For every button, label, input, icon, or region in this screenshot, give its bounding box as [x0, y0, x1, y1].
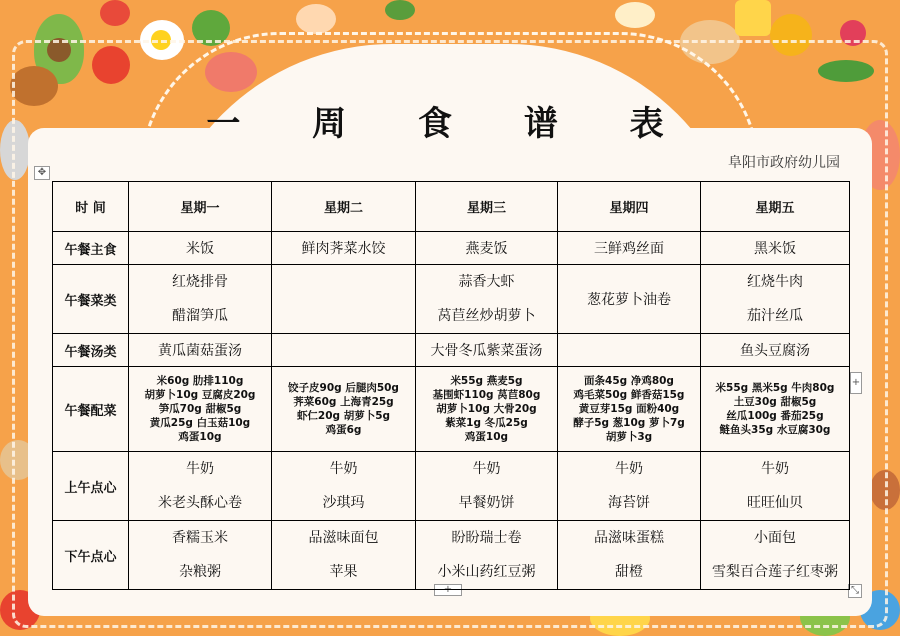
dish-name: 燕麦饭	[465, 241, 508, 257]
menu-cell[interactable]	[416, 232, 558, 265]
dish-name: 鱼头豆腐汤	[740, 343, 810, 359]
table-header-row	[53, 182, 850, 232]
dish-name: 品滋味蛋糕	[594, 530, 664, 546]
dish-name: 香糯玉米	[172, 530, 228, 546]
dish-name: 苹果	[329, 564, 358, 580]
menu-cell[interactable]	[129, 334, 272, 367]
menu-cell[interactable]	[129, 521, 272, 590]
dish-name: 牛奶	[615, 461, 643, 477]
ingredient-line: 鸡蛋10g	[178, 431, 222, 443]
dish-name: 沙琪玛	[322, 495, 365, 511]
row-label[interactable]: 午餐主食	[53, 232, 129, 265]
dish-name: 葱花萝卜油卷	[587, 292, 671, 308]
menu-cell[interactable]	[129, 367, 272, 452]
dish-name: 醋溜笋瓜	[172, 308, 228, 324]
dish-name: 红烧牛肉	[747, 274, 803, 290]
dish-name: 三鲜鸡丝面	[594, 241, 664, 257]
dish-name: 杂粮粥	[179, 564, 221, 580]
dish-name: 大骨冬瓜紫菜蛋汤	[430, 343, 543, 359]
ingredient-line: 胡萝卜10g 大骨20g	[436, 403, 537, 415]
table-row	[53, 367, 850, 452]
header-cell-day[interactable]: 星期一	[129, 182, 272, 232]
menu-cell[interactable]	[701, 367, 850, 452]
add-row-button[interactable]: +	[434, 584, 462, 596]
dish-name: 米饭	[186, 241, 214, 257]
dish-name: 品滋味面包	[308, 530, 379, 546]
ingredient-line: 虾仁20g 胡萝卜5g	[296, 410, 391, 422]
menu-cell[interactable]	[272, 521, 416, 590]
menu-cell[interactable]	[272, 452, 416, 521]
ingredient-line: 饺子皮90g 后腿肉50g	[288, 382, 399, 394]
menu-cell[interactable]	[129, 452, 272, 521]
table-row	[53, 334, 850, 367]
menu-cell[interactable]	[558, 265, 701, 334]
menu-cell[interactable]	[416, 334, 558, 367]
menu-cell[interactable]	[558, 452, 701, 521]
ingredient-line: 鲢鱼头35g 水豆腐30g	[719, 424, 831, 436]
dish-name: 牛奶	[186, 461, 214, 477]
menu-cell[interactable]	[558, 232, 701, 265]
menu-cell[interactable]	[416, 521, 558, 590]
tomato-top-illustration	[100, 0, 130, 26]
menu-cell[interactable]	[272, 334, 416, 367]
ingredient-line: 鸡毛菜50g 鲜香菇15g	[573, 389, 685, 401]
menu-cell[interactable]	[129, 232, 272, 265]
table-resize-handle[interactable]: ⤡	[848, 584, 862, 598]
ingredient-line: 米55g 黑米5g 牛肉80g	[715, 382, 835, 394]
row-label[interactable]: 午餐汤类	[53, 334, 129, 367]
dish-name: 牛奶	[329, 461, 358, 477]
dish-name: 莴苣丝炒胡萝卜	[437, 308, 536, 324]
header-cell-day[interactable]: 星期五	[701, 182, 850, 232]
ingredient-line: 荠菜60g 上海青25g	[293, 396, 394, 408]
menu-cell[interactable]	[416, 452, 558, 521]
ingredient-line: 鸡蛋10g	[464, 431, 509, 443]
vegetable-slice-illustration	[296, 4, 336, 34]
dish-name: 米老头酥心卷	[158, 495, 242, 511]
row-label[interactable]: 下午点心	[53, 521, 129, 590]
weekly-menu-table	[52, 181, 850, 590]
page-title: 一 周 食 谱 表	[206, 104, 694, 144]
menu-cell[interactable]	[272, 265, 416, 334]
ingredient-line: 面条45g 净鸡80g	[584, 375, 674, 387]
dish-name: 牛奶	[761, 461, 789, 477]
table-row	[53, 521, 850, 590]
dish-name: 盼盼瑞士卷	[451, 530, 522, 546]
row-label[interactable]: 上午点心	[53, 452, 129, 521]
row-label[interactable]: 午餐菜类	[53, 265, 129, 334]
apple-slice-illustration	[615, 2, 655, 28]
ingredient-line: 米60g 肋排110g	[156, 375, 244, 387]
header-cell-day[interactable]: 星期四	[558, 182, 701, 232]
ingredient-line: 黄瓜25g 白玉菇10g	[149, 417, 251, 429]
header-cell-day[interactable]: 星期二	[272, 182, 416, 232]
row-label[interactable]: 午餐配菜	[53, 367, 129, 452]
menu-cell[interactable]	[416, 265, 558, 334]
ingredient-line: 紫菜1g 冬瓜25g	[445, 417, 528, 429]
header-cell-time[interactable]: 时 间	[53, 182, 129, 232]
menu-cell[interactable]	[416, 367, 558, 452]
menu-cell[interactable]	[272, 367, 416, 452]
table-row	[53, 452, 850, 521]
menu-cell[interactable]	[558, 521, 701, 590]
menu-cell[interactable]	[701, 232, 850, 265]
menu-cell[interactable]	[558, 334, 701, 367]
menu-cell[interactable]	[701, 334, 850, 367]
ingredient-line: 鸡蛋6g	[325, 424, 362, 436]
menu-cell[interactable]	[129, 265, 272, 334]
menu-cell[interactable]	[272, 232, 416, 265]
table-row	[53, 265, 850, 334]
dish-name: 海苔饼	[608, 495, 650, 511]
cheese-illustration	[735, 0, 771, 36]
dish-name: 黄瓜菌菇蛋汤	[158, 343, 242, 359]
dish-name: 红烧排骨	[172, 274, 228, 290]
ingredient-line: 酵子5g 葱10g 萝卜7g	[573, 417, 685, 429]
dish-name: 小米山药红豆粥	[437, 564, 536, 580]
ingredient-line: 黄豆芽15g 面粉40g	[578, 403, 680, 415]
table-row	[53, 232, 850, 265]
ingredient-line: 笋瓜70g 甜椒5g	[158, 403, 242, 415]
dish-name: 雪梨百合莲子红枣粥	[712, 564, 838, 580]
add-column-button[interactable]: +	[850, 372, 862, 394]
menu-cell[interactable]	[701, 265, 850, 334]
ingredient-line: 米55g 燕麦5g	[450, 375, 523, 387]
dish-name: 黑米饭	[754, 241, 796, 257]
dish-name: 小面包	[754, 530, 796, 546]
menu-cell[interactable]	[701, 521, 850, 590]
dish-name: 牛奶	[472, 461, 501, 477]
dish-name: 鲜肉荠菜水饺	[301, 241, 386, 257]
table-move-handle[interactable]: ✥	[34, 166, 50, 180]
school-name: 阜阳市政府幼儿园	[728, 155, 840, 171]
ingredient-line: 丝瓜100g 番茄25g	[726, 410, 824, 422]
header-cell-day[interactable]: 星期三	[416, 182, 558, 232]
ingredient-line: 胡萝卜10g 豆腐皮20g	[144, 389, 256, 401]
dish-name: 蒜香大虾	[458, 274, 515, 290]
menu-cell[interactable]	[701, 452, 850, 521]
ingredient-line: 土豆30g 甜椒5g	[733, 396, 817, 408]
ingredient-line: 基围虾110g 莴苣80g	[432, 389, 541, 401]
ingredient-line: 胡萝卜3g	[605, 431, 653, 443]
dish-name: 旺旺仙贝	[747, 495, 803, 511]
dish-name: 茄汁丝瓜	[747, 308, 803, 324]
leaf-illustration	[385, 0, 415, 20]
dish-name: 早餐奶饼	[458, 495, 515, 511]
menu-cell[interactable]	[558, 367, 701, 452]
dish-name: 甜橙	[615, 564, 643, 580]
